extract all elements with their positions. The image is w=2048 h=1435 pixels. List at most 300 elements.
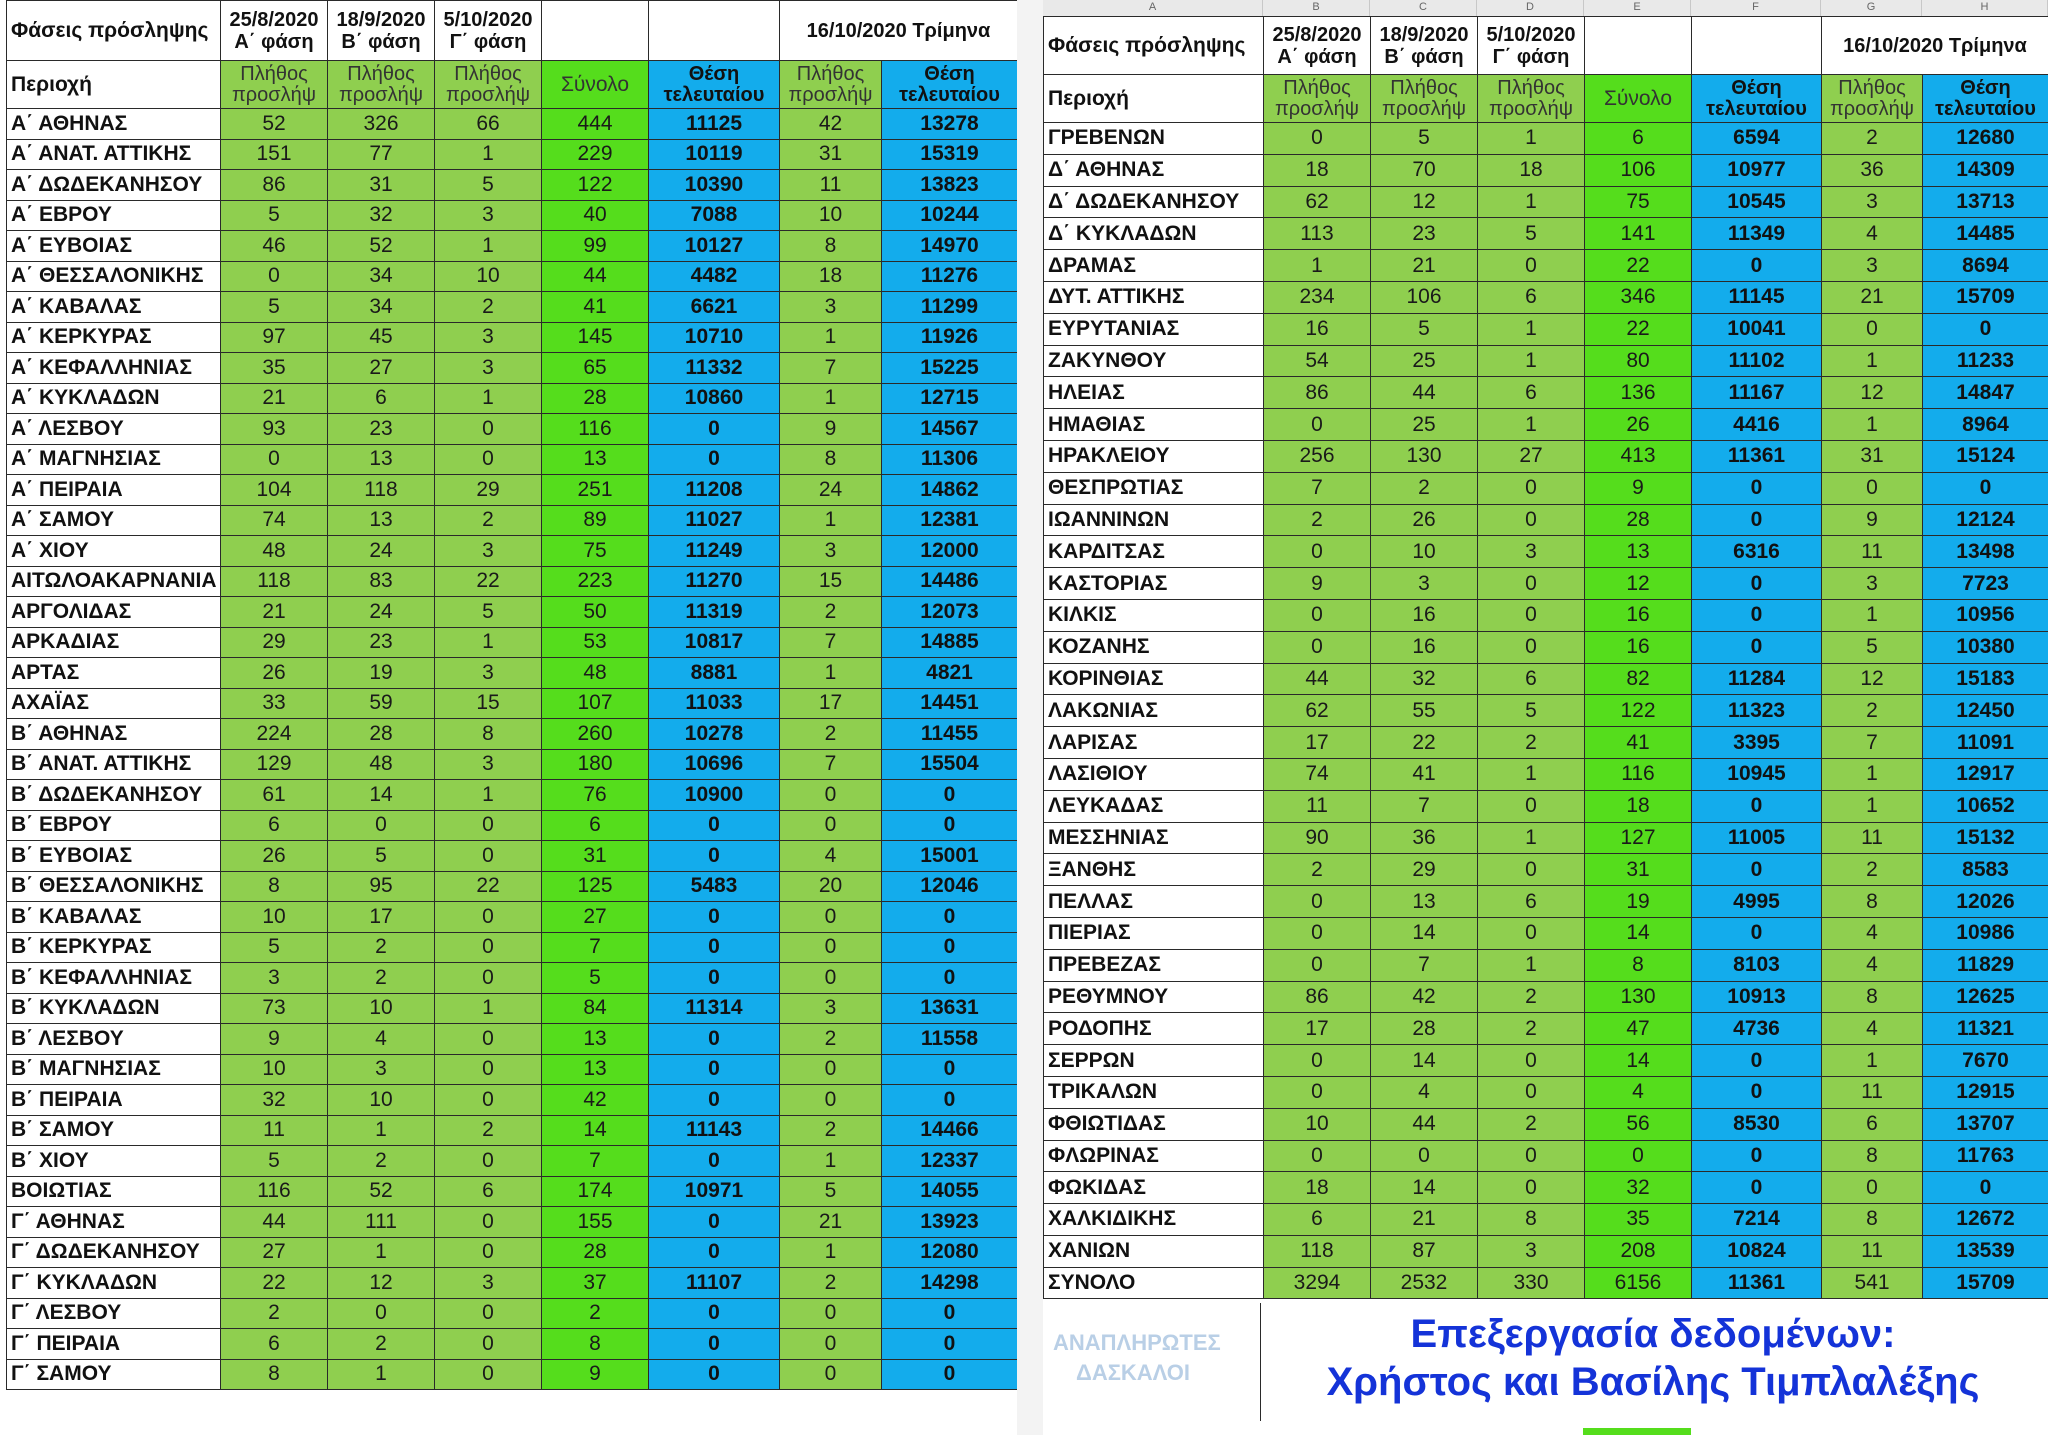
quarter-last-position-cell[interactable]: 0	[1923, 472, 2048, 504]
last-position-cell[interactable]: 8530	[1692, 1108, 1822, 1140]
phase-a-count-cell[interactable]: 10	[221, 1054, 328, 1085]
phase-a-count-cell[interactable]: 17	[1264, 727, 1371, 759]
last-position-cell[interactable]: 11005	[1692, 822, 1822, 854]
phase-c-count-cell[interactable]: 1	[1478, 409, 1585, 441]
phase-b-count-cell[interactable]: 14	[1371, 1172, 1478, 1204]
region-name-cell[interactable]: ΡΕΘΥΜΝΟΥ	[1044, 981, 1264, 1013]
quarter-last-position-cell[interactable]: 14451	[882, 688, 1018, 719]
region-name-cell[interactable]: ΞΑΝΘΗΣ	[1044, 854, 1264, 886]
last-position-cell[interactable]: 11107	[649, 1268, 780, 1299]
quarter-last-position-cell[interactable]: 12080	[882, 1237, 1018, 1268]
last-position-cell[interactable]: 0	[649, 1207, 780, 1238]
quarter-last-position-cell[interactable]: 12917	[1923, 758, 2048, 790]
quarter-count-cell[interactable]: 0	[1822, 313, 1923, 345]
phase-a-count-cell[interactable]: 16	[1264, 313, 1371, 345]
phase-a-count-cell[interactable]: 21	[221, 597, 328, 628]
last-position-cell[interactable]: 0	[649, 1237, 780, 1268]
region-name-cell[interactable]: Α΄ ΚΕΦΑΛΛΗΝΙΑΣ	[7, 353, 221, 384]
phase-b-count-cell[interactable]: 10	[328, 993, 435, 1024]
quarter-last-position-cell[interactable]: 15132	[1923, 822, 2048, 854]
phase-b-count-cell[interactable]: 4	[1371, 1076, 1478, 1108]
phase-b-count-cell[interactable]: 23	[328, 414, 435, 445]
phase-a-count-cell[interactable]: 118	[1264, 1235, 1371, 1267]
quarter-last-position-cell[interactable]: 15225	[882, 353, 1018, 384]
region-name-cell[interactable]: ΠΙΕΡΙΑΣ	[1044, 917, 1264, 949]
last-position-cell[interactable]: 7088	[649, 200, 780, 231]
phase-c-count-cell[interactable]: 22	[435, 871, 542, 902]
region-name-cell[interactable]: ΛΑΚΩΝΙΑΣ	[1044, 695, 1264, 727]
last-position-cell[interactable]: 0	[1692, 504, 1822, 536]
phase-b-count-cell[interactable]: 6	[328, 383, 435, 414]
quarter-count-cell[interactable]: 31	[780, 139, 882, 170]
phase-c-count-cell[interactable]: 0	[435, 1146, 542, 1177]
phases-label-cell[interactable]: Φάσεις πρόσληψης	[1044, 17, 1264, 75]
last-position-cell[interactable]: 0	[649, 1085, 780, 1116]
phase-b-count-cell[interactable]: 1	[328, 1115, 435, 1146]
quarter-last-position-cell[interactable]: 10956	[1923, 599, 2048, 631]
phase-a-count-cell[interactable]: 116	[221, 1176, 328, 1207]
region-name-cell[interactable]: ΦΩΚΙΔΑΣ	[1044, 1172, 1264, 1204]
quarter-count-cell[interactable]: 3	[780, 993, 882, 1024]
phase-a-count-cell[interactable]: 0	[1264, 123, 1371, 155]
total-cell[interactable]: 9	[1585, 472, 1692, 504]
last-position-header[interactable]: Θέση τελευταίου	[1923, 75, 2048, 123]
quarter-count-cell[interactable]: 1	[780, 1146, 882, 1177]
region-name-cell[interactable]: ΚΙΛΚΙΣ	[1044, 599, 1264, 631]
phase-a-count-cell[interactable]: 17	[1264, 1013, 1371, 1045]
phase-a-count-cell[interactable]: 0	[1264, 1076, 1371, 1108]
phase-a-count-cell[interactable]: 256	[1264, 440, 1371, 472]
total-cell[interactable]: 41	[1585, 727, 1692, 759]
quarter-last-position-cell[interactable]: 10652	[1923, 790, 2048, 822]
phase-a-count-cell[interactable]: 113	[1264, 218, 1371, 250]
phase-b-count-cell[interactable]: 42	[1371, 981, 1478, 1013]
last-position-cell[interactable]: 11145	[1692, 281, 1822, 313]
quarter-last-position-cell[interactable]: 14309	[1923, 154, 2048, 186]
last-position-cell[interactable]: 0	[649, 1359, 780, 1390]
region-name-cell[interactable]: Β΄ ΚΕΦΑΛΛΗΝΙΑΣ	[7, 963, 221, 994]
phase-a-count-cell[interactable]: 86	[1264, 981, 1371, 1013]
total-cell[interactable]: 82	[1585, 663, 1692, 695]
region-name-cell[interactable]: Β΄ ΠΕΙΡΑΙΑ	[7, 1085, 221, 1116]
phase-a-count-cell[interactable]: 62	[1264, 695, 1371, 727]
quarter-count-cell[interactable]: 12	[1822, 663, 1923, 695]
phase-a-header[interactable]	[221, 1, 328, 61]
phase-a-count-cell[interactable]: 234	[1264, 281, 1371, 313]
phase-b-count-cell[interactable]: 1	[328, 1237, 435, 1268]
phase-c-count-cell[interactable]: 0	[1478, 1045, 1585, 1077]
phase-b-count-cell[interactable]: 13	[328, 444, 435, 475]
column-letter-header[interactable]: H	[1922, 0, 2048, 16]
region-name-cell[interactable]: ΜΕΣΣΗΝΙΑΣ	[1044, 822, 1264, 854]
column-letter-header[interactable]: D	[1477, 0, 1584, 16]
region-name-cell[interactable]: Γ΄ ΣΑΜΟΥ	[7, 1359, 221, 1390]
quarter-count-cell[interactable]: 2	[1822, 854, 1923, 886]
quarter-count-cell[interactable]: 7	[780, 353, 882, 384]
phase-a-count-cell[interactable]: 3	[221, 963, 328, 994]
total-cell[interactable]: 413	[1585, 440, 1692, 472]
phase-a-count-cell[interactable]: 6	[221, 1329, 328, 1360]
phase-b-count-cell[interactable]: 22	[1371, 727, 1478, 759]
quarter-last-position-cell[interactable]: 14885	[882, 627, 1018, 658]
region-name-cell[interactable]: ΠΕΛΛΑΣ	[1044, 886, 1264, 918]
phase-b-count-cell[interactable]: 23	[328, 627, 435, 658]
total-cell[interactable]: 251	[542, 475, 649, 506]
phase-b-count-cell[interactable]: 44	[1371, 1108, 1478, 1140]
region-name-cell[interactable]: ΤΡΙΚΑΛΩΝ	[1044, 1076, 1264, 1108]
quarter-last-position-cell[interactable]: 14486	[882, 566, 1018, 597]
phase-c-count-cell[interactable]: 1	[435, 231, 542, 262]
region-name-cell[interactable]: ΦΘΙΩΤΙΔΑΣ	[1044, 1108, 1264, 1140]
quarter-count-cell[interactable]: 2	[780, 1024, 882, 1055]
phase-b-header[interactable]	[1371, 17, 1478, 75]
quarter-last-position-cell[interactable]: 12000	[882, 536, 1018, 567]
quarter-last-position-cell[interactable]: 11091	[1923, 727, 2048, 759]
total-cell[interactable]: 35	[1585, 1204, 1692, 1236]
region-name-cell[interactable]: Δ΄ ΔΩΔΕΚΑΝΗΣΟΥ	[1044, 186, 1264, 218]
phase-a-count-cell[interactable]: 5	[221, 1146, 328, 1177]
last-position-cell[interactable]: 0	[649, 841, 780, 872]
quarter-last-position-cell[interactable]: 12124	[1923, 504, 2048, 536]
total-cell[interactable]: 116	[1585, 758, 1692, 790]
phase-c-count-cell[interactable]: 0	[435, 1298, 542, 1329]
total-cell[interactable]: 122	[1585, 695, 1692, 727]
last-position-cell[interactable]: 0	[1692, 631, 1822, 663]
column-letter-header[interactable]: A	[1043, 0, 1263, 16]
total-cell[interactable]: 7	[542, 1146, 649, 1177]
phase-a-count-cell[interactable]: 0	[1264, 1140, 1371, 1172]
total-cell[interactable]: 6156	[1585, 1267, 1692, 1299]
phase-c-count-cell[interactable]: 0	[1478, 504, 1585, 536]
quarter-last-position-cell[interactable]: 12715	[882, 383, 1018, 414]
quarter-last-position-cell[interactable]: 15319	[882, 139, 1018, 170]
quarter-last-position-cell[interactable]: 14055	[882, 1176, 1018, 1207]
phase-c-count-cell[interactable]: 0	[435, 932, 542, 963]
phase-c-count-cell[interactable]: 0	[1478, 631, 1585, 663]
phase-c-count-cell[interactable]: 6	[1478, 886, 1585, 918]
total-cell[interactable]: 80	[1585, 345, 1692, 377]
phase-c-count-cell[interactable]: 2	[1478, 981, 1585, 1013]
quarter-last-position-cell[interactable]: 11321	[1923, 1013, 2048, 1045]
quarter-last-position-cell[interactable]: 14847	[1923, 377, 2048, 409]
phase-a-count-cell[interactable]: 6	[1264, 1204, 1371, 1236]
region-name-cell[interactable]: ΙΩΑΝΝΙΝΩΝ	[1044, 504, 1264, 536]
last-position-cell[interactable]: 11361	[1692, 440, 1822, 472]
quarter-count-cell[interactable]: 5	[780, 1176, 882, 1207]
last-position-cell[interactable]: 0	[649, 414, 780, 445]
quarter-count-cell[interactable]: 1	[1822, 409, 1923, 441]
quarter-count-cell[interactable]: 3	[780, 536, 882, 567]
phase-b-count-cell[interactable]: 0	[328, 810, 435, 841]
last-position-cell[interactable]: 0	[1692, 568, 1822, 600]
phase-c-count-cell[interactable]: 1	[435, 383, 542, 414]
total-cell[interactable]: 89	[542, 505, 649, 536]
count-header[interactable]: Πλήθος προσλήψ	[1264, 75, 1371, 123]
total-cell[interactable]: 7	[542, 932, 649, 963]
region-name-cell[interactable]: ΓΡΕΒΕΝΩΝ	[1044, 123, 1264, 155]
phase-a-header[interactable]	[1264, 17, 1371, 75]
phase-b-count-cell[interactable]: 2	[328, 963, 435, 994]
last-position-cell[interactable]: 0	[1692, 1140, 1822, 1172]
phase-c-count-cell[interactable]: 0	[435, 1085, 542, 1116]
region-name-cell[interactable]: Α΄ ΛΕΣΒΟΥ	[7, 414, 221, 445]
phase-b-count-cell[interactable]: 14	[1371, 1045, 1478, 1077]
count-header[interactable]: Πλήθος προσλήψ	[1822, 75, 1923, 123]
region-name-cell[interactable]: ΠΡΕΒΕΖΑΣ	[1044, 949, 1264, 981]
phase-c-count-cell[interactable]: 66	[435, 109, 542, 140]
phase-c-count-cell[interactable]: 1	[435, 627, 542, 658]
phase-b-count-cell[interactable]: 26	[1371, 504, 1478, 536]
last-position-cell[interactable]: 3395	[1692, 727, 1822, 759]
phase-b-count-cell[interactable]: 59	[328, 688, 435, 719]
last-position-cell[interactable]: 8881	[649, 658, 780, 689]
region-name-cell[interactable]: ΦΛΩΡΙΝΑΣ	[1044, 1140, 1264, 1172]
phase-b-count-cell[interactable]: 0	[1371, 1140, 1478, 1172]
last-position-cell[interactable]: 11167	[1692, 377, 1822, 409]
quarter-count-cell[interactable]: 21	[780, 1207, 882, 1238]
phase-c-count-cell[interactable]: 10	[435, 261, 542, 292]
phase-b-count-cell[interactable]: 52	[328, 1176, 435, 1207]
quarter-last-position-cell[interactable]: 0	[882, 1359, 1018, 1390]
last-position-cell[interactable]: 11270	[649, 566, 780, 597]
last-position-cell[interactable]: 11027	[649, 505, 780, 536]
phase-b-count-cell[interactable]: 70	[1371, 154, 1478, 186]
quarter-count-cell[interactable]: 4	[1822, 917, 1923, 949]
phase-b-count-cell[interactable]: 32	[328, 200, 435, 231]
phase-a-count-cell[interactable]: 10	[1264, 1108, 1371, 1140]
phase-a-count-cell[interactable]: 118	[221, 566, 328, 597]
quarter-last-position-cell[interactable]: 11276	[882, 261, 1018, 292]
quarter-last-position-cell[interactable]: 12046	[882, 871, 1018, 902]
quarter-count-cell[interactable]: 24	[780, 475, 882, 506]
phase-a-count-cell[interactable]: 97	[221, 322, 328, 353]
column-letter-header[interactable]: G	[1821, 0, 1922, 16]
phase-c-count-cell[interactable]: 0	[435, 1024, 542, 1055]
total-cell[interactable]: 14	[1585, 917, 1692, 949]
phase-b-count-cell[interactable]: 16	[1371, 631, 1478, 663]
region-name-cell[interactable]: Β΄ ΜΑΓΝΗΣΙΑΣ	[7, 1054, 221, 1085]
last-position-header[interactable]: Θέση τελευταίου	[1692, 75, 1822, 123]
last-position-cell[interactable]: 0	[1692, 472, 1822, 504]
phase-a-count-cell[interactable]: 5	[221, 932, 328, 963]
phase-c-count-cell[interactable]: 1	[435, 780, 542, 811]
last-position-cell[interactable]: 0	[1692, 1076, 1822, 1108]
region-name-cell[interactable]: ΖΑΚΥΝΘΟΥ	[1044, 345, 1264, 377]
total-cell[interactable]: 47	[1585, 1013, 1692, 1045]
phase-c-count-cell[interactable]: 2	[435, 292, 542, 323]
last-position-cell[interactable]: 10824	[1692, 1235, 1822, 1267]
phase-c-count-cell[interactable]: 2	[1478, 727, 1585, 759]
phase-b-count-cell[interactable]: 25	[1371, 345, 1478, 377]
quarter-last-position-cell[interactable]: 10986	[1923, 917, 2048, 949]
phase-a-count-cell[interactable]: 0	[1264, 949, 1371, 981]
quarter-count-cell[interactable]: 0	[780, 1085, 882, 1116]
quarter-count-cell[interactable]: 6	[1822, 1108, 1923, 1140]
quarter-last-position-cell[interactable]: 0	[882, 1054, 1018, 1085]
region-name-cell[interactable]: ΚΟΖΑΝΗΣ	[1044, 631, 1264, 663]
total-cell[interactable]: 260	[542, 719, 649, 750]
total-cell[interactable]: 180	[542, 749, 649, 780]
total-cell[interactable]: 116	[542, 414, 649, 445]
total-cell[interactable]: 6	[1585, 123, 1692, 155]
phase-c-count-cell[interactable]: 0	[1478, 790, 1585, 822]
last-position-cell[interactable]: 10696	[649, 749, 780, 780]
quarter-last-position-cell[interactable]: 4821	[882, 658, 1018, 689]
total-cell[interactable]: 208	[1585, 1235, 1692, 1267]
quarter-count-cell[interactable]: 0	[780, 963, 882, 994]
total-cell[interactable]: 122	[542, 170, 649, 201]
column-letter-header[interactable]: F	[1691, 0, 1821, 16]
quarter-count-cell[interactable]: 3	[1822, 250, 1923, 282]
total-cell[interactable]: 13	[1585, 536, 1692, 568]
region-name-cell[interactable]: ΔΥΤ. ΑΤΤΙΚΗΣ	[1044, 281, 1264, 313]
phase-b-count-cell[interactable]: 44	[1371, 377, 1478, 409]
last-position-cell[interactable]: 10977	[1692, 154, 1822, 186]
last-position-cell[interactable]: 10945	[1692, 758, 1822, 790]
last-position-cell[interactable]: 11332	[649, 353, 780, 384]
region-name-cell[interactable]: Β΄ ΑΝΑΤ. ΑΤΤΙΚΗΣ	[7, 749, 221, 780]
total-cell[interactable]: 16	[1585, 631, 1692, 663]
phase-a-count-cell[interactable]: 9	[1264, 568, 1371, 600]
phase-b-count-cell[interactable]: 2	[328, 1146, 435, 1177]
phase-a-count-cell[interactable]: 0	[1264, 886, 1371, 918]
phase-a-count-cell[interactable]: 2	[1264, 504, 1371, 536]
phase-b-count-cell[interactable]: 32	[1371, 663, 1478, 695]
phase-b-count-cell[interactable]: 36	[1371, 822, 1478, 854]
phase-a-count-cell[interactable]: 48	[221, 536, 328, 567]
last-position-cell[interactable]: 10390	[649, 170, 780, 201]
quarter-count-cell[interactable]: 0	[780, 780, 882, 811]
region-name-cell[interactable]: Α΄ ΚΥΚΛΑΔΩΝ	[7, 383, 221, 414]
phase-c-count-cell[interactable]: 2	[1478, 1108, 1585, 1140]
phase-a-count-cell[interactable]: 0	[221, 261, 328, 292]
quarter-count-cell[interactable]: 1	[1822, 599, 1923, 631]
phase-c-count-cell[interactable]: 29	[435, 475, 542, 506]
quarter-count-cell[interactable]: 17	[780, 688, 882, 719]
last-position-cell[interactable]: 10971	[649, 1176, 780, 1207]
region-name-cell[interactable]: Δ΄ ΑΘΗΝΑΣ	[1044, 154, 1264, 186]
phase-b-count-cell[interactable]: 5	[1371, 123, 1478, 155]
phase-a-count-cell[interactable]: 0	[1264, 1045, 1371, 1077]
quarter-last-position-cell[interactable]: 12915	[1923, 1076, 2048, 1108]
region-name-cell[interactable]: Β΄ ΘΕΣΣΑΛΟΝΙΚΗΣ	[7, 871, 221, 902]
phase-c-count-cell[interactable]: 1	[435, 993, 542, 1024]
quarter-count-cell[interactable]: 21	[1822, 281, 1923, 313]
region-name-cell[interactable]: Γ΄ ΚΥΚΛΑΔΩΝ	[7, 1268, 221, 1299]
phase-a-count-cell[interactable]: 10	[221, 902, 328, 933]
phase-b-count-cell[interactable]: 55	[1371, 695, 1478, 727]
phase-a-count-cell[interactable]: 1	[1264, 250, 1371, 282]
last-position-header[interactable]: Θέση τελευταίου	[649, 61, 780, 109]
quarter-last-position-cell[interactable]: 11763	[1923, 1140, 2048, 1172]
total-cell[interactable]: 50	[542, 597, 649, 628]
quarter-count-cell[interactable]: 1	[780, 1237, 882, 1268]
quarter-count-cell[interactable]: 5	[1822, 631, 1923, 663]
total-cell[interactable]: 22	[1585, 313, 1692, 345]
phase-c-count-cell[interactable]: 3	[1478, 536, 1585, 568]
quarter-last-position-cell[interactable]: 12381	[882, 505, 1018, 536]
phase-b-count-cell[interactable]: 27	[328, 353, 435, 384]
quarter-last-position-cell[interactable]: 11306	[882, 444, 1018, 475]
phase-a-count-cell[interactable]: 52	[221, 109, 328, 140]
total-cell[interactable]: 28	[542, 1237, 649, 1268]
quarter-count-cell[interactable]: 11	[1822, 822, 1923, 854]
quarter-last-position-cell[interactable]: 11558	[882, 1024, 1018, 1055]
phase-a-count-cell[interactable]: 8	[221, 1359, 328, 1390]
last-position-cell[interactable]: 0	[649, 1024, 780, 1055]
region-name-cell[interactable]: ΡΟΔΟΠΗΣ	[1044, 1013, 1264, 1045]
phase-a-count-cell[interactable]: 18	[1264, 154, 1371, 186]
region-name-cell[interactable]: Β΄ ΔΩΔΕΚΑΝΗΣΟΥ	[7, 780, 221, 811]
phase-b-count-cell[interactable]: 106	[1371, 281, 1478, 313]
phase-c-count-cell[interactable]: 0	[1478, 599, 1585, 631]
phase-b-count-cell[interactable]: 12	[1371, 186, 1478, 218]
last-position-cell[interactable]: 10127	[649, 231, 780, 262]
phase-b-count-cell[interactable]: 16	[1371, 599, 1478, 631]
phase-c-count-cell[interactable]: 0	[1478, 854, 1585, 886]
phase-a-count-cell[interactable]: 7	[1264, 472, 1371, 504]
total-cell[interactable]: 13	[542, 1054, 649, 1085]
last-position-cell[interactable]: 11349	[1692, 218, 1822, 250]
quarter-count-cell[interactable]: 8	[780, 231, 882, 262]
quarter-count-cell[interactable]: 1	[780, 658, 882, 689]
quarter-count-cell[interactable]: 0	[780, 932, 882, 963]
quarter-last-position-cell[interactable]: 11233	[1923, 345, 2048, 377]
quarter-count-cell[interactable]: 2	[780, 1268, 882, 1299]
phase-c-count-cell[interactable]: 0	[1478, 472, 1585, 504]
column-letter-header[interactable]: B	[1263, 0, 1370, 16]
phase-b-count-cell[interactable]: 10	[1371, 536, 1478, 568]
phase-b-count-cell[interactable]: 21	[1371, 1204, 1478, 1236]
phase-a-count-cell[interactable]: 46	[221, 231, 328, 262]
last-position-cell[interactable]: 11314	[649, 993, 780, 1024]
phase-c-count-cell[interactable]: 6	[1478, 663, 1585, 695]
quarter-count-cell[interactable]: 8	[780, 444, 882, 475]
region-name-cell[interactable]: ΑΡΚΑΔΙΑΣ	[7, 627, 221, 658]
quarter-count-cell[interactable]: 11	[1822, 1235, 1923, 1267]
region-label-cell[interactable]: Περιοχή	[1044, 75, 1264, 123]
phase-a-count-cell[interactable]: 0	[1264, 917, 1371, 949]
quarter-count-cell[interactable]: 11	[1822, 1076, 1923, 1108]
quarter-count-cell[interactable]: 0	[780, 1359, 882, 1390]
phase-c-count-cell[interactable]: 1	[1478, 345, 1585, 377]
region-name-cell[interactable]: ΛΕΥΚΑΔΑΣ	[1044, 790, 1264, 822]
region-name-cell[interactable]: Α΄ ΑΘΗΝΑΣ	[7, 109, 221, 140]
region-name-cell[interactable]: ΗΛΕΙΑΣ	[1044, 377, 1264, 409]
quarter-count-cell[interactable]: 1	[1822, 758, 1923, 790]
phase-b-count-cell[interactable]: 5	[1371, 313, 1478, 345]
phase-b-count-cell[interactable]: 14	[328, 780, 435, 811]
phase-b-count-cell[interactable]: 34	[328, 292, 435, 323]
quarter-last-position-cell[interactable]: 10380	[1923, 631, 2048, 663]
phase-a-count-cell[interactable]: 151	[221, 139, 328, 170]
last-position-cell[interactable]: 0	[649, 902, 780, 933]
quarter-count-cell[interactable]: 0	[1822, 472, 1923, 504]
total-cell[interactable]: 125	[542, 871, 649, 902]
last-position-cell[interactable]: 5483	[649, 871, 780, 902]
total-cell[interactable]: 13	[542, 1024, 649, 1055]
total-cell[interactable]: 229	[542, 139, 649, 170]
last-position-cell[interactable]: 10119	[649, 139, 780, 170]
last-position-header[interactable]: Θέση τελευταίου	[882, 61, 1018, 109]
phase-a-count-cell[interactable]: 86	[221, 170, 328, 201]
quarter-last-position-cell[interactable]: 14466	[882, 1115, 1018, 1146]
quarter-last-position-cell[interactable]: 13823	[882, 170, 1018, 201]
last-position-cell[interactable]: 10913	[1692, 981, 1822, 1013]
phase-c-count-cell[interactable]: 8	[1478, 1204, 1585, 1236]
quarter-last-position-cell[interactable]: 13707	[1923, 1108, 2048, 1140]
quarter-count-cell[interactable]: 10	[780, 200, 882, 231]
